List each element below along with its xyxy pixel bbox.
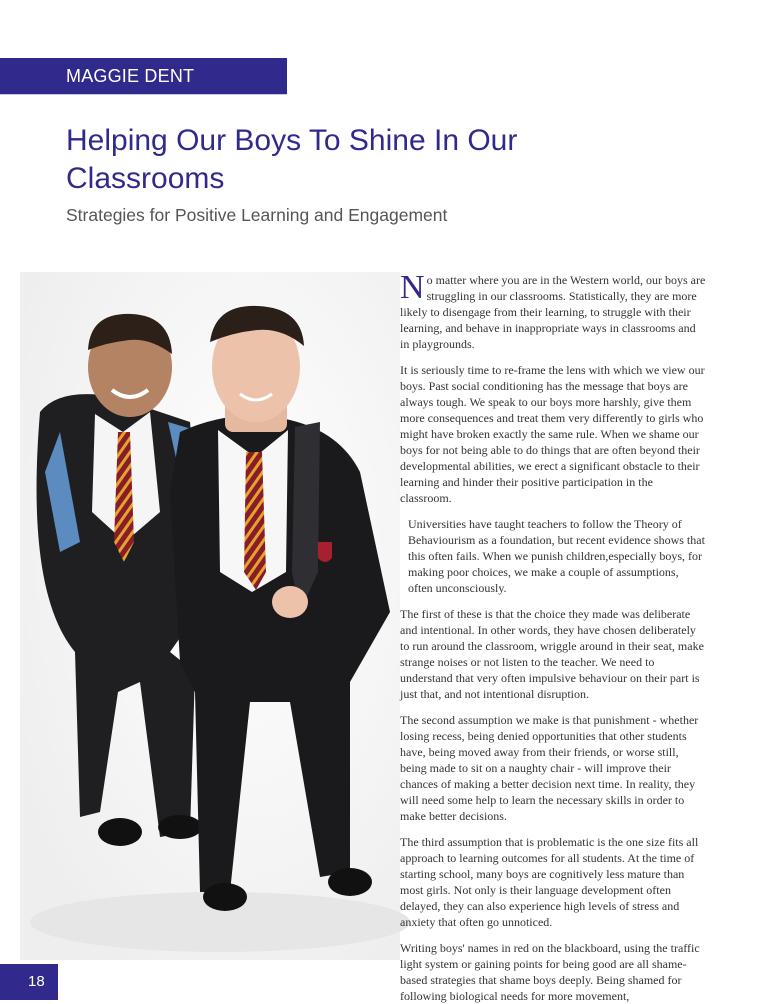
page-number: 18: [28, 973, 45, 990]
article-body: [400, 269, 706, 1003]
article-subtitle: Strategies for Positive Learning and Engagement: [66, 205, 448, 225]
paragraph-4: The first of these is that the choice they made was deliberate and intentional. In other words, they have chosen deliberately to run around the classroom, wriggle around in their seat, make strange noises or not listen to the teacher. We need to understand that very often impulsive behaviour on their part is just that, and not intentional disruption.: [400, 607, 704, 701]
paragraph-intro-text: o matter where you are in the Western world, our boys are struggling in our classrooms. Statistically, they are more likely to disengage from their learning, to struggle with their learning, and behave in inappropriate ways in classrooms and in playgrounds.: [400, 273, 706, 351]
paragraph-intro: [400, 269, 706, 352]
paragraph-2: It is seriously time to re-frame the lens with which we view our boys. Past social conditioning has the message that boys are always tough. We speak to our boys more harshly, give them more consequences and treat them very differently to girls who might have broken exactly the same rule. When we shame our boys for not being able to do things that are often beyond their developmental abilities, we erect a significant obstacle to their learning and hinder their positive participation in the classroom.: [400, 363, 705, 505]
students-photo: [20, 272, 400, 960]
drop-cap: N: [400, 269, 425, 306]
author-name: MAGGIE DENT: [66, 66, 195, 86]
paragraph-5: The second assumption we make is that punishment - whether losing recess, being denied opportunities that other students have, being moved away from their friends, or worse still, being made to sit on a naughty chair - will improve their chances of making a better decision next time. In reality, they will need some help to learn the necessary skills in order to make better decisions.: [400, 713, 699, 823]
author-banner: [0, 58, 287, 95]
paragraph-3: Universities have taught teachers to follow the Theory of Behaviourism as a foundation, but recent evidence shows that this often fails. When we punish children,especially boys, for making poor choices, we make a couple of assumptions, often unconsciously.: [408, 517, 705, 595]
page-number-badge: [0, 964, 58, 1000]
paragraph-7: Writing boys' names in red on the blackboard, using the traffic light system or gaining points for being good are all shame-based strategies that shame boys deeply. Being shamed for following biological needs for more movement,: [400, 941, 700, 1003]
paragraph-6: The third assumption that is problematic is the one size fits all approach to learning outcomes for all students. At the time of starting school, many boys are cognitively less mature than most girls. Not only is their language development often delayed, they can also experience high levels of stress and anxiety that often go unnoticed.: [400, 835, 699, 929]
article-title: Helping Our Boys To Shine In Our Classrooms: [66, 124, 518, 195]
